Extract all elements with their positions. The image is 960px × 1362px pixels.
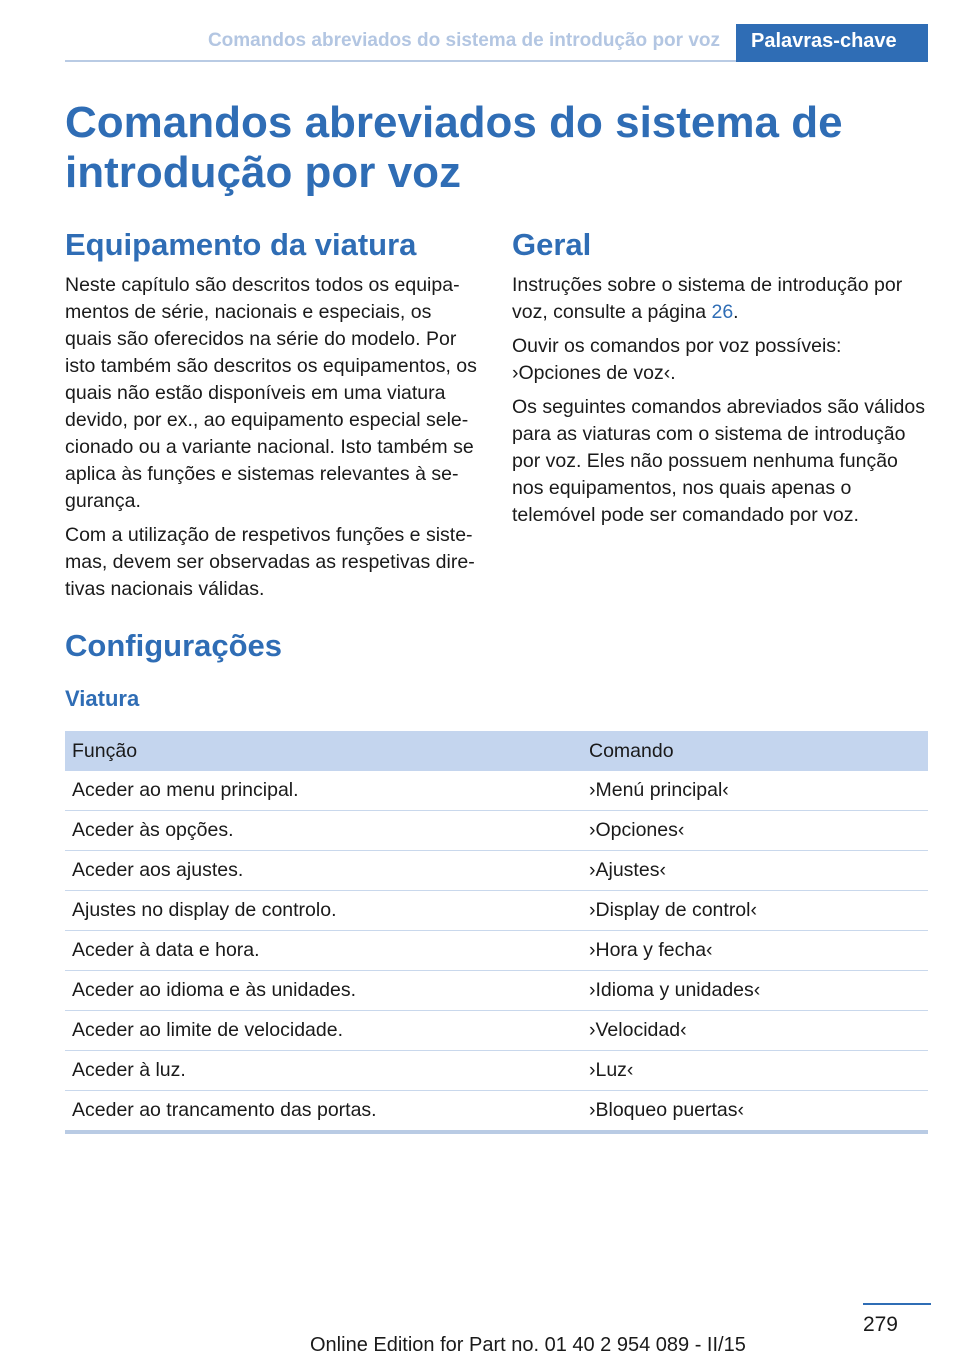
table-cell-function: Aceder ao trancamento das portas. [72,1099,377,1121]
paragraph: Com a utilização de respetivos funções e sistemas, devem ser observadas as respetivas diretivas nacionais válidas. [65,524,475,600]
table-row [65,811,928,851]
subheading-vehicle: Viatura [65,686,140,711]
page-reference-link[interactable]: 26 [711,301,734,323]
table-cell-command: ›Bloqueo puertas‹ [589,1099,745,1121]
section-heading-general: Geral [512,227,592,262]
table-row [65,1051,928,1091]
table-cell-command: ›Luz‹ [589,1059,634,1081]
table-cell-command: ›Menú principal‹ [589,779,729,801]
table-row [65,891,928,931]
table-cell-command: ›Ajustes‹ [589,859,666,881]
section-general [512,226,932,536]
paragraph [512,272,932,326]
table-cell-function: Aceder ao idioma e às unidades. [72,979,357,1001]
running-header [65,24,928,62]
table-row [65,1091,928,1130]
header-tab-keywords[interactable] [736,24,928,62]
paragraph: Ouvir os comandos por voz possíveis: ›Opciones de voz‹. [512,335,842,384]
page-title: Comandos abreviados do sistema de introdução por voz [65,98,843,197]
column-header-function: Função [72,739,138,762]
table-cell-command: ›Velocidad‹ [589,1019,687,1041]
table-row [65,931,928,971]
paragraph: Neste capítulo são descritos todos os equipamentos de série, nacionais e especiais, os quais são oferecidos na série do modelo. Por isto também são descritos os equipamentos, os quais não estão disponíveis em uma viatura devido, por ex., ao equipamento especial selecionado ou a variante nacional. Isto também se aplica às funções e sistemas relevantes à segurança. [65,274,477,512]
table-row [65,1011,928,1051]
header-tab-label: Palavras-chave [751,30,897,52]
table-cell-command: ›Opciones‹ [589,819,685,841]
table-cell-command: ›Idioma y unidades‹ [589,979,761,1001]
table-cell-function: Aceder à data e hora. [72,939,260,961]
paragraph-text: . [733,301,739,323]
table-row [65,851,928,891]
paragraph: Os seguintes comandos abreviados são válidos para as viaturas com o sistema de introdução por voz. Eles não possuem nenhuma função nos equipamentos, nos quais apenas o telemóvel pode ser comandado por voz. [512,396,925,526]
header-section-title [65,24,736,62]
table-cell-function: Aceder às opções. [72,819,234,841]
footer-edition: Online Edition for Part no. 01 40 2 954 089 - II/15 [310,1334,746,1356]
commands-table [65,731,928,1134]
section-vehicle-equipment [65,226,480,610]
table-row [65,971,928,1011]
section-heading-equipment: Equipamento da viatura [65,227,417,262]
table-cell-function: Aceder ao limite de velocidade. [72,1019,343,1041]
page-number: 279 [862,1313,898,1336]
page-number-rule [863,1303,931,1305]
table-row [65,771,928,811]
table-cell-function: Aceder aos ajustes. [72,859,244,881]
table-cell-command: ›Hora y fecha‹ [589,939,713,961]
column-header-command: Comando [589,739,674,762]
table-cell-command: ›Display de control‹ [589,899,757,921]
table-header-row [65,731,928,771]
table-cell-function: Aceder à luz. [72,1059,186,1081]
table-cell-function: Ajustes no display de controlo. [72,899,337,921]
table-cell-function: Aceder ao menu principal. [72,779,299,801]
section-heading-configurations: Configurações [65,628,283,663]
header-section-text: Comandos abreviados do sistema de introdução por voz [207,30,720,51]
paragraph-text: Instruções sobre o sistema de introdução por voz, consulte a página [512,274,903,323]
